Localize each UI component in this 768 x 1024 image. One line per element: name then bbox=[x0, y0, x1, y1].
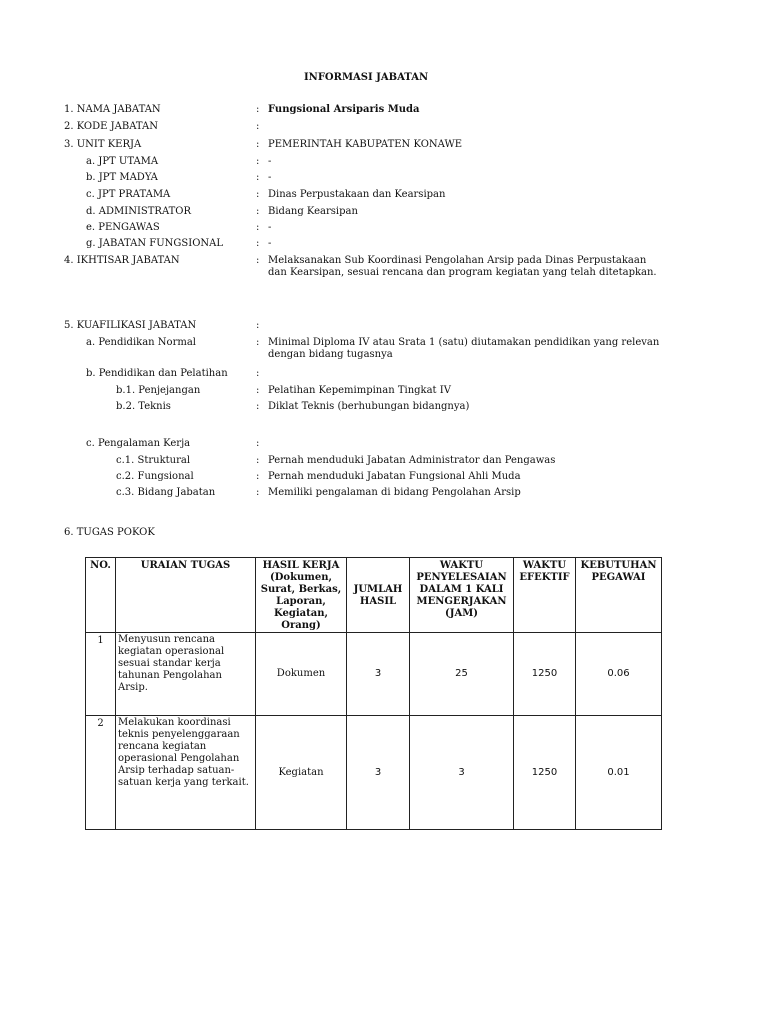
label-bidang-jabatan: c.3. Bidang Jabatan bbox=[116, 487, 216, 498]
cell-waktu-efektif: 1250 bbox=[514, 633, 576, 716]
value-ikhtisar-line2: dan Kearsipan, sesuai rencana dan program kegiatan yang telah ditetapkan. bbox=[268, 267, 657, 278]
cell-waktu-efektif: 1250 bbox=[514, 716, 576, 830]
label-struktural: c.1. Struktural bbox=[116, 455, 191, 466]
value-pendidikan-normal-line2: dengan bidang tugasnya bbox=[268, 349, 393, 360]
colon: : bbox=[256, 368, 260, 379]
colon: : bbox=[256, 385, 260, 396]
table-row bbox=[86, 716, 662, 830]
value-jabatan-fungsional: - bbox=[268, 238, 272, 249]
header-jumlah-hasil: JUMLAH HASIL bbox=[347, 558, 410, 633]
value-penjejangan: Pelatihan Kepemimpinan Tingkat IV bbox=[268, 385, 451, 396]
tugas-pokok-table bbox=[85, 557, 662, 830]
label-pengalaman-kerja: c. Pengalaman Kerja bbox=[86, 438, 191, 449]
page-title: INFORMASI JABATAN bbox=[304, 72, 429, 83]
colon: : bbox=[256, 189, 260, 200]
section-heading-tugas-pokok: 6. TUGAS POKOK bbox=[64, 527, 155, 538]
value-pendidikan-normal-line1: Minimal Diploma IV atau Srata 1 (satu) diutamakan pendidikan yang relevan bbox=[268, 337, 660, 348]
label-penjejangan: b.1. Penjejangan bbox=[116, 385, 201, 396]
label-kode-jabatan: 2. KODE JABATAN bbox=[64, 121, 158, 132]
colon: : bbox=[256, 337, 260, 348]
value-unit-kerja: PEMERINTAH KABUPATEN KONAWE bbox=[268, 139, 463, 150]
label-nama-jabatan: 1. NAMA JABATAN bbox=[64, 104, 161, 115]
header-no: NO. bbox=[86, 558, 116, 633]
colon: : bbox=[256, 121, 260, 132]
value-jpt-utama: - bbox=[268, 156, 272, 167]
cell-hasil: Dokumen bbox=[256, 633, 347, 716]
value-pengawas: - bbox=[268, 222, 272, 233]
header-uraian-tugas: URAIAN TUGAS bbox=[116, 558, 256, 633]
label-jpt-madya: b. JPT MADYA bbox=[86, 172, 158, 183]
table-row bbox=[86, 633, 662, 716]
colon: : bbox=[256, 222, 260, 233]
label-kualifikasi-jabatan: 5. KUAFILIKASI JABATAN bbox=[64, 320, 197, 331]
colon: : bbox=[256, 238, 260, 249]
cell-no: 1 bbox=[86, 633, 116, 716]
value-fungsional: Pernah menduduki Jabatan Fungsional Ahli Muda bbox=[268, 471, 521, 482]
cell-jumlah: 3 bbox=[347, 633, 410, 716]
cell-no: 2 bbox=[86, 716, 116, 830]
value-jpt-pratama: Dinas Perpustakaan dan Kearsipan bbox=[268, 189, 446, 200]
header-waktu-efektif: WAKTU EFEKTIF bbox=[514, 558, 576, 633]
value-teknis: Diklat Teknis (berhubungan bidangnya) bbox=[268, 401, 470, 412]
colon: : bbox=[256, 438, 260, 449]
label-teknis: b.2. Teknis bbox=[116, 401, 171, 412]
header-waktu-penyelesaian: WAKTU PENYELESAIAN DALAM 1 KALI MENGERJAKAN (JAM) bbox=[410, 558, 514, 633]
label-fungsional: c.2. Fungsional bbox=[116, 471, 194, 482]
colon: : bbox=[256, 104, 260, 115]
cell-waktu-penyelesaian: 3 bbox=[410, 716, 514, 830]
colon: : bbox=[256, 255, 260, 266]
label-pengawas: e. PENGAWAS bbox=[86, 222, 160, 233]
value-nama-jabatan: Fungsional Arsiparis Muda bbox=[268, 104, 420, 115]
label-jabatan-fungsional: g. JABATAN FUNGSIONAL bbox=[86, 238, 224, 249]
colon: : bbox=[256, 320, 260, 331]
value-ikhtisar-line1: Melaksanakan Sub Koordinasi Pengolahan Arsip pada Dinas Perpustakaan bbox=[268, 255, 647, 266]
colon: : bbox=[256, 471, 260, 482]
cell-kebutuhan: 0.01 bbox=[576, 716, 662, 830]
colon: : bbox=[256, 487, 260, 498]
cell-uraian: Menyusun rencana kegiatan operasional sesuai standar kerja tahunan Pengolahan Arsip. bbox=[116, 633, 256, 716]
colon: : bbox=[256, 172, 260, 183]
label-jpt-pratama: c. JPT PRATAMA bbox=[86, 189, 171, 200]
colon: : bbox=[256, 206, 260, 217]
header-kebutuhan-pegawai: KEBUTUHAN PEGAWAI bbox=[576, 558, 662, 633]
label-pendidikan-normal: a. Pendidikan Normal bbox=[86, 337, 196, 348]
value-struktural: Pernah menduduki Jabatan Administrator dan Pengawas bbox=[268, 455, 556, 466]
label-ikhtisar-jabatan: 4. IKHTISAR JABATAN bbox=[64, 255, 180, 266]
cell-hasil: Kegiatan bbox=[256, 716, 347, 830]
header-hasil-kerja: HASIL KERJA (Dokumen, Surat, Berkas, Laporan, Kegiatan, Orang) bbox=[256, 558, 347, 633]
label-pendidikan-pelatihan: b. Pendidikan dan Pelatihan bbox=[86, 368, 228, 379]
value-administrator: Bidang Kearsipan bbox=[268, 206, 358, 217]
colon: : bbox=[256, 156, 260, 167]
cell-jumlah: 3 bbox=[347, 716, 410, 830]
label-jpt-utama: a. JPT UTAMA bbox=[86, 156, 159, 167]
colon: : bbox=[256, 455, 260, 466]
cell-kebutuhan: 0.06 bbox=[576, 633, 662, 716]
colon: : bbox=[256, 139, 260, 150]
colon: : bbox=[256, 401, 260, 412]
cell-uraian: Melakukan koordinasi teknis penyelenggaraan rencana kegiatan operasional Pengolahan Arsip terhadap satuan-satuan kerja yang terkait. bbox=[116, 716, 256, 830]
table-header-row bbox=[86, 558, 662, 633]
label-administrator: d. ADMINISTRATOR bbox=[86, 206, 192, 217]
cell-waktu-penyelesaian: 25 bbox=[410, 633, 514, 716]
value-jpt-madya: - bbox=[268, 172, 272, 183]
label-unit-kerja: 3. UNIT KERJA bbox=[64, 139, 142, 150]
value-bidang-jabatan: Memiliki pengalaman di bidang Pengolahan Arsip bbox=[268, 487, 521, 498]
